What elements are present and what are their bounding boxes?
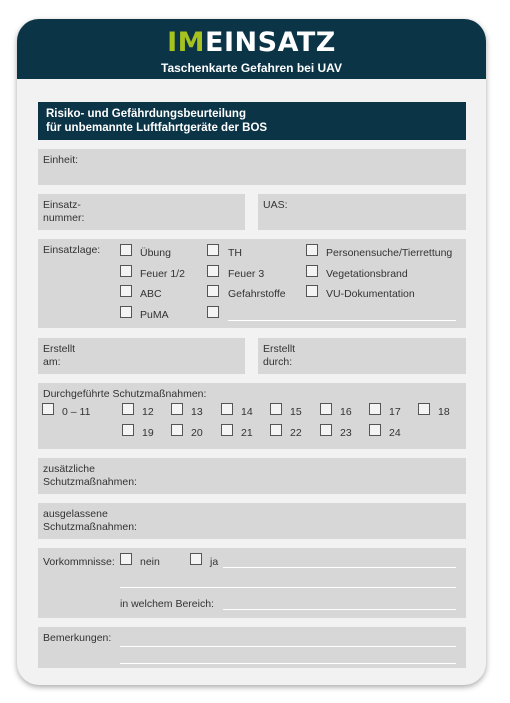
ausgelassene-label: ausgelassene Schutzmaßnahmen: bbox=[43, 508, 137, 533]
checkbox-21[interactable] bbox=[221, 424, 233, 436]
option-13: 13 bbox=[191, 406, 203, 418]
uas-label: UAS: bbox=[263, 199, 288, 211]
zusaetzliche-schutzmassnahmen-field[interactable] bbox=[38, 458, 466, 494]
checkbox-23[interactable] bbox=[320, 424, 332, 436]
bemerkungen-section bbox=[38, 627, 466, 668]
option-18: 18 bbox=[438, 406, 450, 418]
logo: IMEINSATZ bbox=[167, 27, 336, 58]
ja-write-line[interactable] bbox=[223, 567, 456, 568]
option-21: 21 bbox=[241, 427, 253, 439]
option-19: 19 bbox=[142, 427, 154, 439]
card-subtitle: Taschenkarte Gefahren bei UAV bbox=[161, 61, 342, 75]
vorkommnisse-section bbox=[38, 548, 466, 618]
checkbox-17[interactable] bbox=[369, 403, 381, 415]
erstellt-am-field[interactable] bbox=[38, 338, 245, 374]
form-title-line2: für unbemannte Luftfahrtgeräte der BOS bbox=[46, 122, 268, 134]
checkbox-16[interactable] bbox=[320, 403, 332, 415]
ausgelassene-schutzmassnahmen-field[interactable] bbox=[38, 503, 466, 539]
pocket-card bbox=[17, 19, 486, 685]
uas-field[interactable] bbox=[258, 194, 466, 230]
option-23: 23 bbox=[340, 427, 352, 439]
einsatznummer-label: Einsatz- nummer: bbox=[43, 199, 85, 224]
sonstiges-write-line[interactable] bbox=[228, 320, 456, 321]
checkbox-feuer-1-2[interactable] bbox=[120, 265, 132, 277]
option-feuer-1-2: Feuer 1/2 bbox=[140, 268, 185, 280]
checkbox-12[interactable] bbox=[122, 403, 134, 415]
vorkommnisse-write-line[interactable] bbox=[120, 587, 456, 588]
option-uebung: Übung bbox=[140, 247, 171, 259]
einheit-field[interactable] bbox=[38, 149, 466, 185]
checkbox-13[interactable] bbox=[171, 403, 183, 415]
checkbox-15[interactable] bbox=[270, 403, 282, 415]
checkbox-20[interactable] bbox=[171, 424, 183, 436]
checkbox-24[interactable] bbox=[369, 424, 381, 436]
zusaetzliche-label: zusätzliche Schutzmaßnahmen: bbox=[43, 463, 137, 488]
checkbox-ja[interactable] bbox=[190, 553, 202, 565]
erstellt-durch-field[interactable] bbox=[258, 338, 466, 374]
bemerkungen-label: Bemerkungen: bbox=[43, 632, 112, 644]
option-14: 14 bbox=[241, 406, 253, 418]
option-20: 20 bbox=[191, 427, 203, 439]
form-title bbox=[38, 102, 466, 140]
option-24: 24 bbox=[389, 427, 401, 439]
checkbox-nein[interactable] bbox=[120, 553, 132, 565]
checkbox-feuer-3[interactable] bbox=[207, 265, 219, 277]
erstellt-durch-label: Erstellt durch: bbox=[263, 343, 296, 368]
checkbox-19[interactable] bbox=[122, 424, 134, 436]
checkbox-uebung[interactable] bbox=[120, 244, 132, 256]
checkbox-gefahrstoffe[interactable] bbox=[207, 285, 219, 297]
erstellt-am-label: Erstellt am: bbox=[43, 343, 76, 368]
checkbox-abc[interactable] bbox=[120, 285, 132, 297]
bemerkungen-write-line-1[interactable] bbox=[120, 646, 456, 647]
option-vu-dokumentation: VU-Dokumentation bbox=[326, 288, 415, 300]
option-12: 12 bbox=[142, 406, 154, 418]
option-16: 16 bbox=[340, 406, 352, 418]
vorkommnisse-label: Vorkommnisse: bbox=[43, 556, 115, 568]
option-puma: PuMA bbox=[140, 309, 169, 321]
form-title-line1: Risiko- und Gefährdungsbeurteilung bbox=[46, 108, 246, 120]
card-header bbox=[17, 19, 486, 79]
checkbox-0-11[interactable] bbox=[42, 403, 54, 415]
einsatznummer-field[interactable] bbox=[38, 194, 245, 230]
schutzmassnahmen-label: Durchgeführte Schutzmaßnahmen: bbox=[43, 388, 207, 400]
einsatzlage-section bbox=[38, 239, 466, 328]
option-nein: nein bbox=[140, 556, 160, 568]
option-feuer-3: Feuer 3 bbox=[228, 268, 265, 280]
option-17: 17 bbox=[389, 406, 401, 418]
option-ja: ja bbox=[210, 556, 219, 568]
checkbox-personensuche[interactable] bbox=[306, 244, 318, 256]
checkbox-puma[interactable] bbox=[120, 306, 132, 318]
option-22: 22 bbox=[290, 427, 302, 439]
checkbox-14[interactable] bbox=[221, 403, 233, 415]
einheit-label: Einheit: bbox=[43, 154, 79, 166]
option-0-11: 0 – 11 bbox=[62, 406, 91, 418]
option-vegetationsbrand: Vegetationsbrand bbox=[326, 268, 408, 280]
option-personensuche: Personensuche/Tierrettung bbox=[326, 247, 453, 259]
einsatzlage-label: Einsatzlage: bbox=[43, 244, 101, 256]
schutzmassnahmen-section bbox=[38, 383, 466, 449]
checkbox-18[interactable] bbox=[418, 403, 430, 415]
bemerkungen-write-line-2[interactable] bbox=[120, 663, 456, 664]
checkbox-vu-dokumentation[interactable] bbox=[306, 285, 318, 297]
bereich-label: in welchem Bereich: bbox=[120, 598, 214, 610]
option-th: TH bbox=[228, 247, 242, 259]
option-abc: ABC bbox=[140, 288, 162, 300]
option-gefahrstoffe: Gefahrstoffe bbox=[228, 288, 286, 300]
checkbox-th[interactable] bbox=[207, 244, 219, 256]
option-15: 15 bbox=[290, 406, 302, 418]
checkbox-sonstiges[interactable] bbox=[207, 306, 219, 318]
bereich-write-line[interactable] bbox=[223, 609, 456, 610]
checkbox-22[interactable] bbox=[270, 424, 282, 436]
checkbox-vegetationsbrand[interactable] bbox=[306, 265, 318, 277]
